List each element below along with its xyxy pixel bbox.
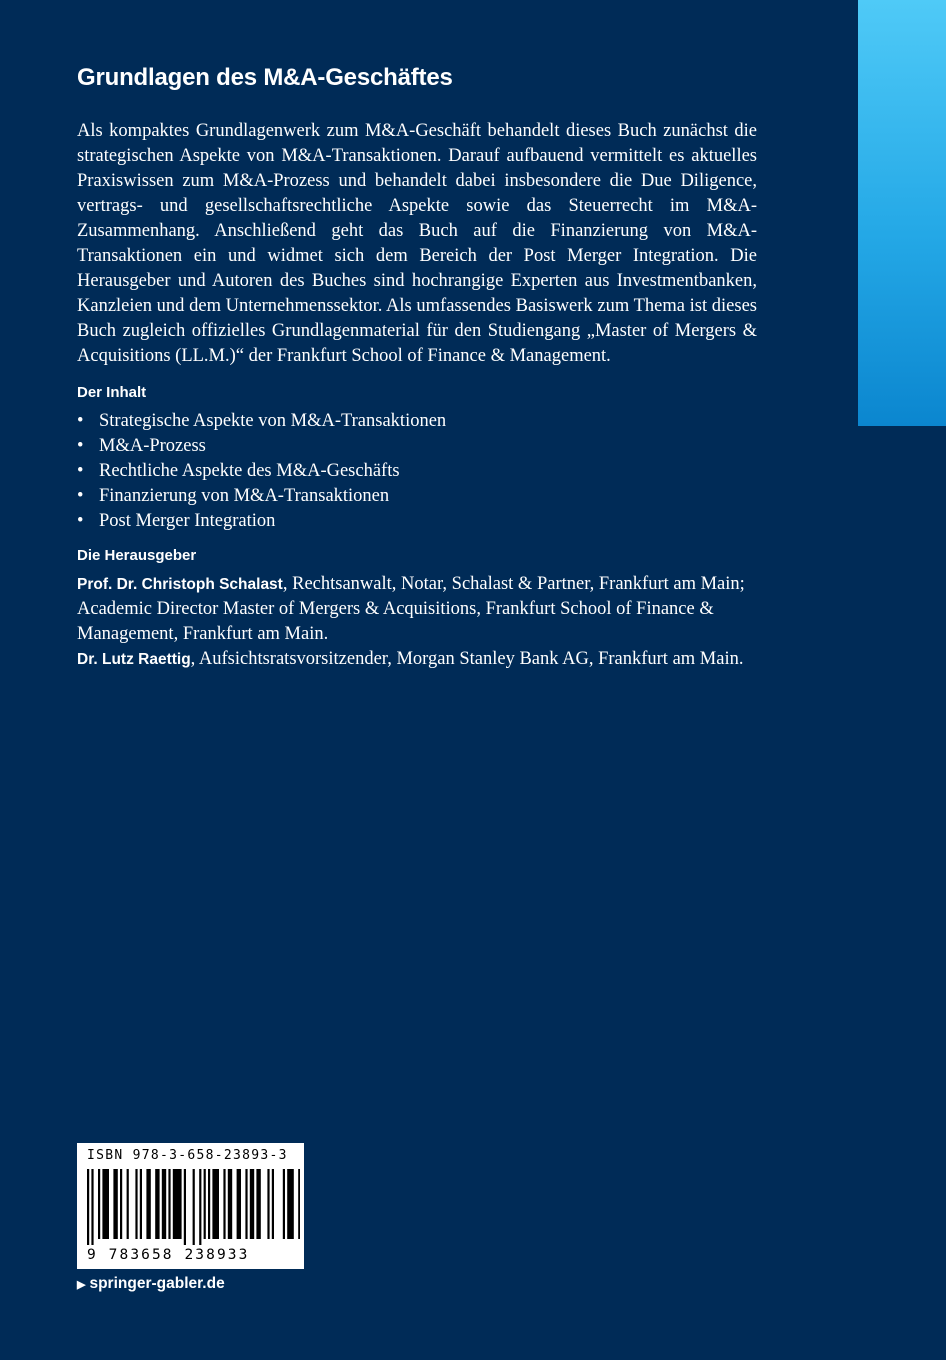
barcode-icon [81, 1169, 300, 1245]
list-item [77, 409, 757, 434]
list-item [77, 484, 757, 509]
barcode-bar [287, 1169, 294, 1239]
editor-description: , Rechtsanwalt, Notar, Schalast & Partner, Frankfurt am Main; Academic Director Master of Mergers & Acquisitions, Frankfurt School of Finance & Management, Frankfurt am Main. [77, 574, 745, 644]
bullet-icon: • [77, 486, 84, 506]
barcode-bar [237, 1169, 241, 1239]
accent-strip [858, 0, 946, 426]
list-item [77, 434, 757, 459]
inhalt-list [77, 409, 757, 534]
barcode-bar [267, 1169, 269, 1239]
barcode-bar [298, 1169, 300, 1239]
bullet-icon: • [77, 511, 84, 531]
barcode-bar [146, 1169, 150, 1239]
website-text: springer-gabler.de [89, 1275, 225, 1292]
play-arrow-icon: ▶ [77, 1279, 86, 1291]
barcode-bar [140, 1169, 142, 1239]
barcode-bar [245, 1169, 247, 1239]
barcode-bar [120, 1169, 122, 1239]
barcode-bar [173, 1169, 182, 1239]
barcode-bar [250, 1169, 254, 1239]
list-item-text: Post Merger Integration [99, 511, 276, 531]
barcode-bar [208, 1169, 210, 1239]
herausgeber-heading: Die Herausgeber [77, 547, 197, 564]
barcode-digits: 9 783658 238933 [87, 1247, 250, 1263]
back-cover-content [77, 63, 757, 672]
barcode-bar [199, 1169, 201, 1245]
list-item [77, 459, 757, 484]
barcode-bar [212, 1169, 219, 1239]
list-item-text: Finanzierung von M&A-Transaktionen [99, 486, 390, 506]
barcode-bar [223, 1169, 225, 1239]
barcode-bar [193, 1169, 195, 1245]
barcode-bar [98, 1169, 100, 1239]
bullet-icon: • [77, 411, 84, 431]
barcode-bar [204, 1169, 206, 1239]
barcode-bar [113, 1169, 117, 1239]
isbn-label: ISBN 978-3-658-23893-3 [87, 1148, 288, 1163]
inhalt-section [77, 383, 757, 534]
book-title: Grundlagen des M&A-Geschäftes [77, 64, 453, 91]
editor-description: , Aufsichtsratsvorsitzender, Morgan Stanley Bank AG, Frankfurt am Main. [190, 649, 744, 669]
editor-name: Prof. Dr. Christoph Schalast [77, 576, 283, 593]
barcode-bar [162, 1169, 166, 1239]
editor-name: Dr. Lutz Raettig [77, 651, 191, 668]
inhalt-heading: Der Inhalt [77, 384, 147, 401]
barcode-bar [228, 1169, 232, 1239]
barcode-bar [102, 1169, 109, 1239]
barcode-bar [91, 1169, 93, 1245]
barcode-bar [87, 1169, 89, 1245]
list-item-text: Strategische Aspekte von M&A-Transaktionen [99, 411, 447, 431]
isbn-barcode-box [77, 1143, 304, 1269]
bullet-icon: • [77, 461, 84, 481]
list-item-text: M&A-Prozess [99, 436, 206, 456]
barcode-bar [184, 1169, 186, 1245]
barcode-bar [256, 1169, 260, 1239]
barcode-bar [127, 1169, 129, 1239]
bullet-icon: • [77, 436, 84, 456]
barcode-bar [155, 1169, 159, 1239]
editor-entry [77, 572, 757, 647]
list-item [77, 509, 757, 534]
editor-entry [77, 647, 757, 672]
publisher-website [77, 1274, 225, 1295]
barcode-bar [283, 1169, 285, 1239]
intro-paragraph: Als kompaktes Grundlagenwerk zum M&A-Geschäft behandelt dieses Buch zunächst die strategischen Aspekte von M&A-Transaktionen. Darauf aufbauend vermittelt es aktuelles Praxiswissen zum M&A-Prozess und behandelt dabei insbesondere die Due Diligence, vertrags- und gesellschaftsrechtliche Aspekte sowie das Steuerrecht im M&A-Zusammenhang. Anschließend geht das Buch auf die Finanzierung von M&A-Transaktionen ein und widmet sich dem Bereich der Post Merger Integration. Die Herausgeber und Autoren des Buches sind hochrangige Experten aus Investmentbanken, Kanzleien und dem Unternehmenssektor. Als umfassendes Basiswerk zum Thema ist dieses Buch zugleich offizielles Grundlagenmaterial für den Studiengang „Master of Mergers & Acquisitions (LL.M.)“ der Frankfurt School of Finance & Management. [77, 121, 757, 366]
barcode-bar [272, 1169, 274, 1239]
list-item-text: Rechtliche Aspekte des M&A-Geschäfts [99, 461, 400, 481]
barcode-bar [135, 1169, 137, 1239]
barcode-bar [168, 1169, 170, 1239]
herausgeber-section [77, 546, 757, 672]
